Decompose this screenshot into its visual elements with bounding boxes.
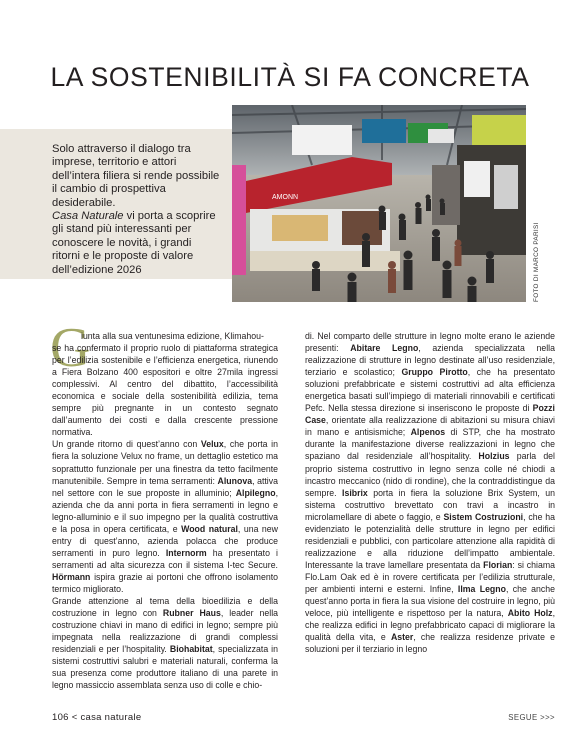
- company-name: Alpilegno: [235, 487, 276, 498]
- paragraph-2: Un grande ritorno di quest’anno con Velux, che porta in fiera la soluzione Velux no frame, un dettaglio estetico ma soprattutto funzionale per una finestra da tetto facilmente manutenibile. Sempre in tema serramenti: Alunova, attiva nel settore con le sue proposte in alluminio; Alpilegno, azienda che da anni porta in fiera serramenti in legno e legno-alluminio e il suo impegno per la qualità costruttiva e la posa in opera certificata, e Wood natural, una new entry di quest’anno, azienda polacca che produce serramenti in puro legno. Internorm ha presentato i serramenti ad alta sicurezza con il sistema I-tec Secure. Hörmann ispira grazie ai portoni che offrono isolamento termico migliorato.: [52, 439, 278, 594]
- company-name: Alpenos: [410, 427, 446, 438]
- company-name: Florian: [483, 559, 513, 570]
- fair-photo: [232, 105, 526, 302]
- continue-link[interactable]: SEGUE >>>: [508, 713, 555, 722]
- photo-credit: FOTO DI MARCO PARISI: [533, 222, 540, 302]
- lead-text: [52, 143, 222, 277]
- company-name: Wood natural: [181, 523, 238, 534]
- lead-outro: vi porta a scoprire gli stand più interessanti per conoscere le novità, i grandi ritorni e le proposte di valore dell’edizione 2026: [52, 210, 216, 276]
- company-name: Sistem Costruzioni: [443, 511, 524, 522]
- company-name: Isibrix: [342, 487, 368, 498]
- paragraph-1-first-line: iunta alla sua ventunesima edizione, Klimahou-: [81, 331, 264, 341]
- lead-box: [0, 129, 232, 279]
- lead-intro: Solo attraverso il dialogo tra imprese, territorio e attori dell’intera filiera si rende possibile il cambio di prospettiva desiderabile.: [52, 143, 220, 209]
- paragraph-4: di. Nel comparto delle strutture in legno molte erano le aziende presenti: Abitare Legno, azienda specializzata nella realizzazione di strutture in legno destinate all’uso residenziale, terziario e scolastico; Gruppo Pirotto, che ha presentato soluzioni prefabbricate e sistemi costruttivi ad alta efficienza energetica basati sull’impiego di materiali rinnovabili e certificati Pefc. Nella stessa direzione si inseriscono le proposte di Pozzi Case, orientate alla realizzazione di abitazioni su misura chiavi in mano e antisismiche; Alpenos di STP, che ha mostrato durante la manifestazione diverse realizzazioni in legno che spaziano dal residenziale all’hospitality. Holzius parla del proprio sistema costruttivo in legno senza colle né chiodi a incastro meccanico (nido di rondine), che la contraddistingue da sempre. Isibrix porta in fiera la soluzione Brix System, un sistema costruttivo brevettato con travi a incastro in microlamellare di abete o faggio, e Sistem Costruzioni, che ha evidenziato le potenzialità delle strutture in legno per edifici residenziali e pubblici, con particolare attenzione alla rapidità di realizzazione e alla riduzione dell’impatto ambientale. Interessante la trave lamellare presentata da Florian: si chiama Flo.Lam Oak ed è in rovere certificata per l’edilizia strutturale, per ambienti interni e esterni. Infine, Ilma Legno, che anche quest’anno porta in fiera la sua visione del costruire in legno, più veloce, più intelligente e rispettoso per la natura, Abito Holz, che realizza edifici in legno prefabbricato capaci di migliorare la qualità della vita, e Aster, che realizza residenze private e soluzioni per il terziario in legno: [305, 331, 556, 655]
- page-title: LA SOSTENIBILITÀ SI FA CONCRETA: [50, 62, 530, 92]
- article-column-2: [305, 330, 555, 655]
- company-name: Ilma Legno: [457, 583, 506, 594]
- company-name: Internorm: [165, 547, 207, 558]
- page-number: 106 < casa naturale: [52, 712, 142, 723]
- lead-magazine-name: Casa Naturale: [52, 210, 124, 223]
- company-name: Abitare Legno: [350, 343, 419, 354]
- stand-sign: AMONN: [272, 194, 299, 201]
- company-name: Aster: [390, 632, 414, 643]
- paragraph-3: Grande attenzione al tema della bioedilizia e della costruzione in legno con Rubner Haus, leader nella costruzione chiavi in mano di edifici in legno; sempre più impegnata nella realizzazione di grandi complessi residenziali e per l’hospitality. Biohabitat, specializzata in sistemi costruttivi salubri e materiali naturali, conferma la sua presenza come produttore italiano di una parete in legno massiccio assemblata senza uso di colle e chio-: [52, 596, 279, 691]
- company-name: Alunova: [217, 475, 253, 486]
- company-name: Hörmann: [52, 571, 91, 582]
- company-name: Pozzi Case: [305, 403, 555, 426]
- company-name: Holzius: [478, 451, 510, 462]
- company-name: Gruppo Pirotto: [401, 367, 468, 378]
- paragraph-1: se ha confermato il proprio ruolo di piattaforma strategica per l’edilizia sostenibile e l’efficienza energetica, riunendo a Fiera Bolzano 400 espositori e oltre 27mila ingressi complessivi. Al centro del dibattito, l’accessibilità economica e sociale della sostenibilità edilizia, tema sempre più pregnante in un contesto segnato dall’aumento dei costi e dalla crescente pressione normativa.: [52, 343, 278, 438]
- company-name: Rubner Haus: [162, 608, 221, 619]
- drop-cap: G: [50, 317, 91, 379]
- article-column-1: [52, 330, 278, 691]
- company-name: Abito Holz: [507, 608, 553, 619]
- company-name: Biohabitat: [169, 644, 213, 655]
- company-name: Velux: [200, 439, 224, 450]
